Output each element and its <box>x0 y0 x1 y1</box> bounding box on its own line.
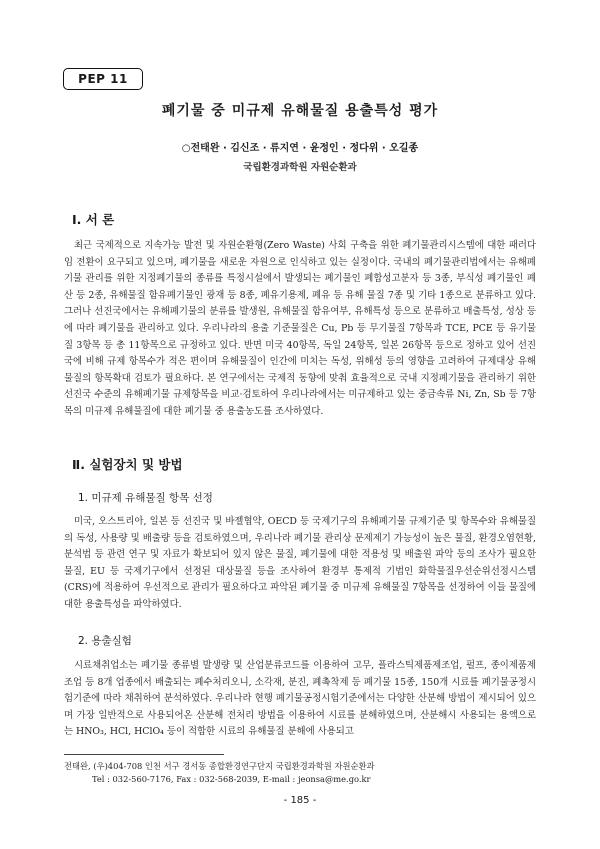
leaching-paragraph: 시료채취업소는 폐기물 종류별 발생량 및 산업분류코드를 이용하여 고무, 플라스틱제품제조업, 펄프, 종이제품제조업 등 8개 업종에서 배출되는 폐수처리오니, 소각재, 분진, 폐촉착제 등 폐기물 15종, 150개 시료를 폐기물공정시험기준에 따라 채취하여 분석하였다. 우리나라 현행 폐기물공정시험기준에서는 다양한 산분해 방법이 제시되어 있으며 가장 일반적으로 사용되어온 산분해 전처리 방법을 이용하여 시료를 분해하였으며, 산분해시 사용되는 용액으로는 HNO₃, HCl, HClO₄ 등이 적합한 시료의 유해물질 분해에 사용되고 <box>64 660 536 738</box>
selection-paragraph: 미국, 오스트리아, 일본 등 선진국 및 바젤협약, OECD 등 국제기구의 유해폐기물 규제기준 및 항목수와 유해물질의 독성, 사용량 및 배출량 등을 검토하였으며, 우리나라 폐기물 관리상 문제제기 가능성이 높은 물질, 환경오염현황, 분석법 등 관련 연구 및 자료가 확보되어 있지 않은 물질, 폐기물에 대한 적용성 및 배출원 파악 등의 조사가 필요한 물질, EU 등 국제기구에서 선정된 대상물질 등을 조사하여 환경부 통제적 기법인 화학물질우선순위선정시스템(CRS)에 적용하여 우선적으로 관리가 필요하다고 파악된 폐기물 중 미규제 유해물질 7항목을 선정하여 이들 물질에 대한 용출특성을 파악하였다. <box>64 516 536 610</box>
footnote-contact: Tel : 032-560-7176, Fax : 032-568-2039, E-mail : jeonsa@me.go.kr <box>92 774 371 784</box>
paper-title: 폐기물 중 미규제 유해물질 용출특성 평가 <box>161 103 439 119</box>
page-number: - 185 - <box>283 795 317 806</box>
footnote-address: 전태완, (우)404-708 인천 서구 경서동 종합환경연구단지 국립환경과학원 자원순환과 <box>64 761 375 771</box>
author-list: ○전태완 · 김신조 · 류지연 · 윤정인 · 정다위 · 오길종 <box>181 143 419 154</box>
footnote-divider <box>64 754 224 755</box>
footnote <box>64 760 544 786</box>
subsection-heading-selection: 1. 미규제 유해물질 항목 선정 <box>78 492 213 504</box>
affiliation: 국립환경과학원 자원순환과 <box>243 162 357 173</box>
section-heading-intro: Ⅰ. 서 론 <box>72 212 115 227</box>
intro-paragraph: 최근 국제적으로 지속가능 발전 및 자원순환형(Zero Waste) 사회 구축을 위한 폐기물관리시스템에 대한 패러다임 전환이 요구되고 있으며, 폐기물을 새로운 자원으로 인식하고 있는 실정이다. 국내의 폐기물관리법에서는 유해폐기물 관리를 위한 지정폐기물의 종류를 특정시설에서 발생되는 폐기물인 폐합성고분자 등 3종, 부식성 폐기물인 폐산 등 2종, 유해물질 함유폐기물인 광재 등 8종, 폐유기용제, 폐유 등 유해 물질 7종 및 기타 1종으로 분류하고 있다. 그러나 선진국에서는 유해폐기물의 분류를 발생원, 유해물질 함유여부, 유해특성 등으로 분류하고 배출특성, 성상 등에 따라 폐기물을 관리하고 있다. 우리나라의 용출 기준물질은 Cu, Pb 등 무기물질 7항목과 TCE, PCE 등 유기물질 3항목 등 총 11항목으로 규정하고 있다. 반면 미국 40항목, 독일 24항목, 일본 26항목 등으로 정하고 있어 선진국에 비해 규제 항목수가 적은 편이며 유해물질이 인간에 미치는 독성, 위해성 등의 영향을 고려하여 규제대상 유해물질의 항목확대 검토가 필요하다. 본 연구에서는 국제적 동향에 맞춰 효율적으로 국내 지정폐기물을 관리하기 위한 선진국 수준의 유해폐기물 규제항목을 비교·검토하여 우리나라에서는 미규제하고 있는 중금속류 Ni, Zn, Sb 등 7항목의 미규제 유해물질에 대한 폐기물 중 용출농도를 조사하였다. <box>64 240 536 417</box>
section-heading-methods: Ⅱ. 실험장치 및 방법 <box>72 457 183 472</box>
subsection-heading-leaching: 2. 용출실험 <box>78 635 132 647</box>
session-tag: PEP 11 <box>63 68 143 90</box>
